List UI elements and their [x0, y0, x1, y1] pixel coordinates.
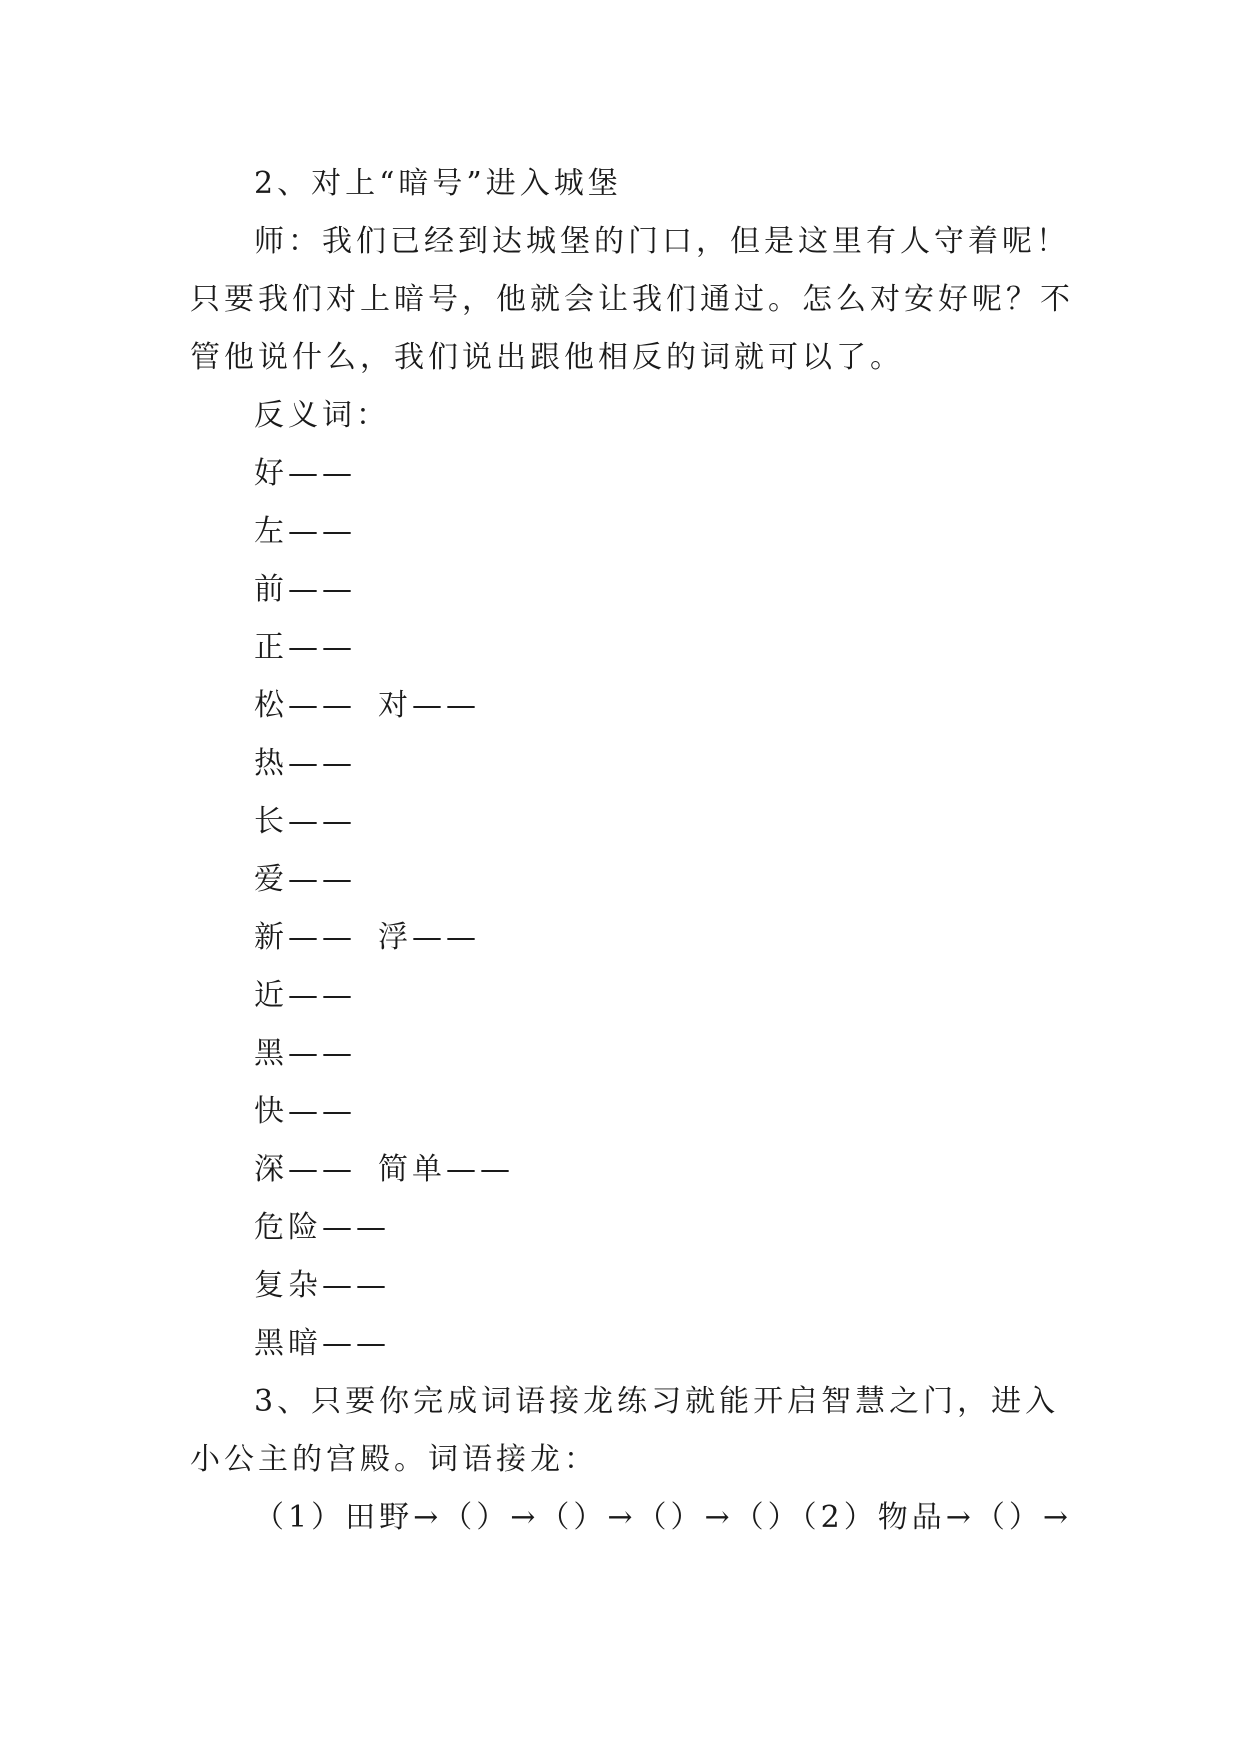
antonym-row — [254, 918, 480, 958]
antonym-item: 新—— — [254, 920, 356, 955]
antonym-item: 黑暗—— — [254, 1326, 390, 1361]
antonym-item: 深—— — [254, 1152, 356, 1187]
antonym-row — [254, 686, 480, 726]
antonym-item: 长—— — [254, 804, 356, 839]
antonym-item: 复杂—— — [254, 1268, 390, 1303]
antonym-item: 黑—— — [254, 1036, 356, 1071]
antonym-item: 快—— — [254, 1094, 356, 1129]
antonym-item: 热—— — [254, 746, 356, 781]
antonym-item: 简单—— — [378, 1152, 514, 1187]
antonym-item: 爱—— — [254, 862, 356, 897]
word-chain-line: （1）田野→（）→（）→（）→（）（2）物品→（）→ — [254, 1500, 1072, 1535]
antonym-item: 左—— — [254, 514, 356, 549]
antonym-item: 对—— — [378, 688, 480, 723]
antonym-item: 松—— — [254, 688, 356, 723]
antonym-item: 正—— — [254, 630, 356, 665]
antonym-row — [254, 1150, 514, 1190]
teacher-line-1: 师：我们已经到达城堡的门口，但是这里有人守着呢！ — [254, 224, 1070, 259]
section2-heading: 2、对上“暗号”进入城堡 — [254, 166, 622, 201]
teacher-line-2: 只要我们对上暗号，他就会让我们通过。怎么对安好呢？不 — [190, 282, 1074, 317]
antonym-label: 反义词： — [254, 398, 390, 433]
teacher-line-3: 管他说什么，我们说出跟他相反的词就可以了。 — [190, 340, 904, 375]
antonym-item: 好—— — [254, 456, 356, 491]
section3-line-2: 小公主的宫殿。词语接龙： — [190, 1442, 598, 1477]
antonym-item: 近—— — [254, 978, 356, 1013]
section3-line-1: 3、只要你完成词语接龙练习就能开启智慧之门，进入 — [254, 1384, 1060, 1419]
antonym-item: 危险—— — [254, 1210, 390, 1245]
antonym-item: 浮—— — [378, 920, 480, 955]
antonym-item: 前—— — [254, 572, 356, 607]
